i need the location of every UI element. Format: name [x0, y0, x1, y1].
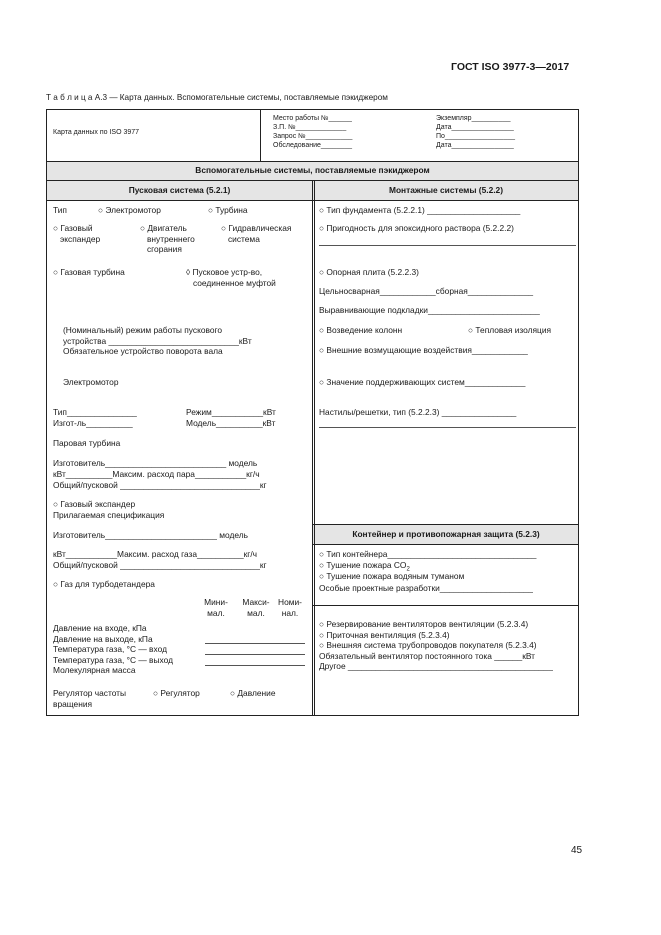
support-systems-value[interactable]: ○ Значение поддерживающих систем_____________ [319, 377, 526, 387]
mode-field[interactable]: Режим___________кВт [186, 407, 276, 417]
standard-number: ГОСТ ISO 3977-3—2017 [451, 61, 570, 73]
blank-line[interactable] [205, 643, 305, 644]
field-copy[interactable]: Экземпляр__________ [436, 115, 511, 122]
steam-total-field[interactable]: Общий/пусковой ______________________________кг [53, 480, 267, 490]
option-hydraulic-system[interactable]: ○ Гидравлическая система [221, 223, 292, 244]
steam-turbine-label: Паровая турбина [53, 438, 121, 448]
gas-total-field[interactable]: Общий/пусковой ______________________________кг [53, 560, 267, 570]
field-date-1[interactable]: Дата________________ [436, 124, 514, 131]
model-field[interactable]: Модель__________кВт [186, 418, 276, 428]
option-start-device-coupled[interactable]: ◊ Пусковое устр-во, соединенное муфтой [186, 267, 276, 288]
attached-spec-label: Прилагаемая спецификация [53, 510, 165, 520]
page-number: 45 [571, 845, 583, 856]
field-date-2[interactable]: Дата________________ [436, 142, 514, 149]
blank-line[interactable] [205, 654, 305, 655]
option-regulator[interactable]: ○ Регулятор [153, 688, 200, 698]
option-gas-expander-2[interactable]: ○ Газовый экспандер [53, 499, 136, 509]
field-inspection[interactable]: Обследование________ [273, 142, 353, 149]
co2-label: ○ Тушение пожара CO [319, 560, 407, 570]
type-field[interactable]: Тип_______________ [53, 407, 137, 417]
field-by[interactable]: По__________________ [436, 133, 515, 140]
frequency-regulator-label: Регулятор частоты вращения [53, 688, 127, 709]
column-max: Макси- мал. [242, 597, 270, 618]
field-order[interactable]: З.П. №_____________ [273, 124, 347, 131]
electromotor-label: Электромотор [63, 377, 119, 387]
decking-type[interactable]: Настилы/решетки, тип (5.2.2.3) ________________ [319, 407, 517, 417]
column-min: Мини- мал. [204, 597, 228, 618]
option-columns[interactable]: ○ Возведение колонн [319, 325, 403, 335]
foundation-type[interactable]: ○ Тип фундамента (5.2.2.1) ____________________ [319, 205, 521, 215]
steam-flow-field[interactable]: кВт__________Максим. расход пара___________кг/ч [53, 469, 260, 479]
blank-line[interactable] [319, 427, 576, 428]
base-plate[interactable]: ○ Опорная плита (5.2.2.3) [319, 267, 419, 277]
gas-flow-field[interactable]: кВт___________Максим. расход газа__________кг/ч [53, 549, 258, 559]
welded-assembled-field[interactable]: Цельносварная____________сборная______________ [319, 286, 534, 296]
blank-line[interactable] [205, 665, 305, 666]
field-request[interactable]: Запрос №____________ [273, 133, 353, 140]
option-thermal-insulation[interactable]: ○ Тепловая изоляция [468, 325, 552, 335]
starting-system-title: Пусковая система (5.2.1) [128, 185, 231, 195]
option-electromotor[interactable]: ○ Электромотор [98, 205, 161, 215]
co2-subscript: 2 [406, 566, 410, 573]
main-title: Вспомогательные системы, поставляемые пэкиджером [195, 165, 430, 175]
container-type[interactable]: ○ Тип контейнера________________________________ [319, 549, 537, 559]
type-label: Тип [53, 205, 67, 215]
field-work-place[interactable]: Место работы №______ [273, 115, 352, 122]
option-gas-expander[interactable]: ○ Газовый экспандер [53, 223, 101, 244]
option-pressure[interactable]: ○ Давление [230, 688, 276, 698]
data-card-table [46, 109, 579, 716]
option-gas-turbine[interactable]: ○ Газовая турбина [53, 267, 125, 277]
blank-line[interactable] [319, 245, 576, 246]
gas-maker-field[interactable]: Изготовитель________________________ модель [53, 530, 248, 540]
card-label: Карта данных по ISO 3977 [53, 129, 140, 136]
steam-maker-field[interactable]: Изготовитель__________________________ модель [53, 458, 258, 468]
option-water-mist[interactable]: ○ Тушение пожара водяным туманом [319, 571, 465, 581]
external-disturbances[interactable]: ○ Внешние возмущающие воздействия____________ [319, 345, 528, 355]
nominal-mode: (Номинальный) режим работы пускового устройства ____________________________кВт Обязательное устройство поворота вала [63, 325, 252, 356]
option-combustion-engine[interactable]: ○ Двигатель внутреннего сгорания [140, 223, 195, 254]
leveling-shims-field[interactable]: Выравнивающие подкладки________________________ [319, 305, 540, 315]
ventilation-options: ○ Резервирование вентиляторов вентиляции (5.2.3.4) ○ Приточная вентиляция (5.2.3.4) ○ Внешняя система трубопроводов покупателя (5.2.3.4) Обязательный вентилятор постоянного тока ______кВт Другое ____________________________________________ [319, 619, 553, 671]
special-design-field[interactable]: Особые проектные разработки____________________ [319, 583, 533, 593]
maker-field[interactable]: Изгот-ль__________ [53, 418, 133, 428]
table-caption: Т а б л и ц а А.3 — Карта данных. Вспомогательные системы, поставляемые пэкиджером [46, 93, 388, 102]
gas-parameters: Давление на входе, кПа Давление на выходе, кПа Температура газа, °С — вход Температура газа, °С — выход Молекулярная масса [53, 623, 173, 675]
mounting-systems-title: Монтажные системы (5.2.2) [388, 185, 504, 195]
option-turbine[interactable]: ○ Турбина [208, 205, 248, 215]
container-fire-protection-title: Контейнер и противопожарная защита (5.2.3) [352, 529, 540, 539]
option-turboexpander-gas[interactable]: ○ Газ для турбодетандера [53, 579, 155, 589]
epoxy-suitability[interactable]: ○ Пригодность для эпоксидного раствора (5.2.2.2) [319, 223, 514, 233]
column-nom: Номи- нал. [278, 597, 302, 618]
